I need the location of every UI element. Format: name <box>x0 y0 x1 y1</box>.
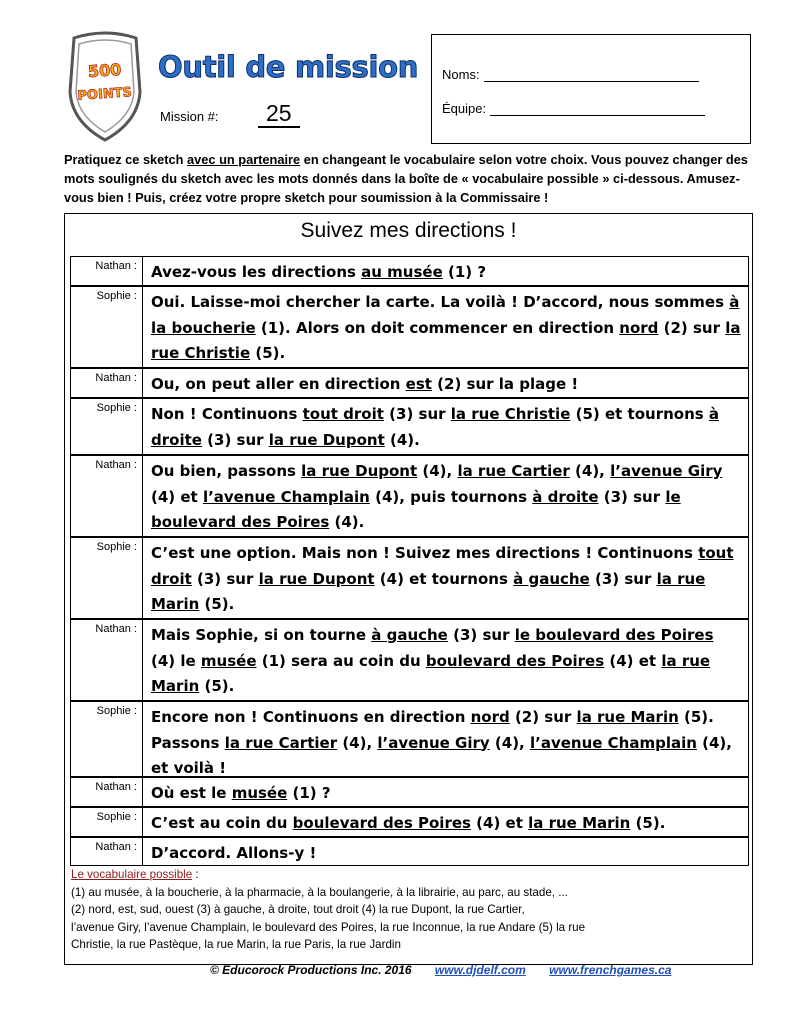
dialogue-line <box>143 807 749 837</box>
dialogue-row <box>70 398 749 455</box>
dialogue-text: (2) sur <box>509 708 577 726</box>
mission-number <box>258 100 300 127</box>
dialogue-text: Où est le <box>151 784 232 802</box>
dialogue-text: (3) sur <box>598 487 666 506</box>
dialogue-line <box>143 701 749 777</box>
dialogue-text: (3) sur <box>191 569 259 588</box>
dialogue-line <box>143 286 749 368</box>
dialogue-text: (5). <box>630 814 666 832</box>
dialogue-line <box>143 398 749 455</box>
dialogue-row <box>70 701 749 777</box>
dialogue-text: Non ! Continuons <box>151 405 303 423</box>
dialogue-text: (1) sera au coin du <box>256 651 426 670</box>
replaceable-word: à droite <box>151 405 720 449</box>
dialogue-text: (3) sur <box>447 626 515 644</box>
dialogue-text: (1). Alors on doit commencer en direction <box>255 318 620 337</box>
dialogue-text: (5) et tournons <box>570 405 709 423</box>
dialogue-text: (3) sur <box>383 405 451 423</box>
replaceable-word: le boulevard des Poires <box>151 487 681 531</box>
replaceable-word: à la boucherie <box>151 293 740 337</box>
replaceable-word: l’avenue Giry <box>610 462 723 480</box>
dialogue-text: C’est une option. Mais non ! Suivez mes directions ! Continuons <box>151 544 699 562</box>
dialogue-text: (4) et tournons <box>374 569 514 588</box>
sketch-title: Suivez mes directions ! <box>300 219 517 242</box>
replaceable-word: boulevard des Poires <box>292 814 471 832</box>
dialogue-text: Avez-vous les directions <box>151 263 362 281</box>
dialogue-line <box>143 256 749 286</box>
dialogue-text: Encore non ! Continuons en direction <box>151 708 471 726</box>
speaker-name: Sophie : <box>70 807 143 837</box>
replaceable-word: le boulevard des Poires <box>514 626 714 644</box>
replaceable-word: la rue Christie <box>450 405 571 423</box>
vocabulary-box <box>65 866 752 954</box>
dialogue-row <box>70 837 749 866</box>
dialogue-text: Oui. Laisse-moi chercher la carte. La voilà ! D’accord, nous sommes <box>151 293 730 311</box>
dialogue-line <box>143 455 749 537</box>
dialogue-text: (4) et <box>604 651 662 670</box>
dialogue-line <box>143 537 749 619</box>
sketch-box <box>64 213 753 965</box>
dialogue-text: (4), et voilà ! <box>151 733 732 777</box>
dialogue-text: (5). <box>199 677 235 695</box>
dialogue-line <box>143 619 749 701</box>
speaker-name: Sophie : <box>70 537 143 619</box>
replaceable-word: à gauche <box>371 626 448 644</box>
instructions-text-1: Pratiquez ce sketch <box>64 152 188 167</box>
speaker-name: Sophie : <box>70 398 143 455</box>
speaker-name: Nathan : <box>70 777 143 807</box>
dialogue-row <box>70 777 749 807</box>
replaceable-word: la rue Christie <box>151 318 741 362</box>
speaker-name: Nathan : <box>70 256 143 286</box>
vocabulary-line: l’avenue Giry, l’avenue Champlain, le boulevard des Poires, la rue Inconnue, la rue Andare (5) la rue <box>71 920 586 934</box>
dialogue-text: (5). <box>199 595 235 613</box>
vocabulary-heading: Le vocabulaire possible <box>71 868 193 881</box>
replaceable-word: musée <box>231 784 288 802</box>
replaceable-word: la rue Dupont <box>258 569 375 588</box>
noms-input-line[interactable] <box>484 67 699 82</box>
noms-field[interactable] <box>442 67 699 82</box>
dialogue-text: Ou bien, passons <box>151 462 302 480</box>
dialogue-text: (4) le <box>151 651 201 670</box>
equipe-field[interactable] <box>442 101 705 116</box>
equipe-label: Équipe: <box>442 101 487 116</box>
replaceable-word: au musée <box>361 263 443 281</box>
replaceable-word: nord <box>470 708 510 726</box>
dialogue-line <box>143 837 749 866</box>
replaceable-word: la rue Marin <box>528 814 631 832</box>
dialogue-text: (4), <box>417 462 458 480</box>
replaceable-word: la rue Marin <box>151 569 706 613</box>
dialogue-text: (5). <box>250 344 286 362</box>
dialogue-row <box>70 619 749 701</box>
badge-top-text: 500 <box>87 59 122 82</box>
dialogue-row <box>70 807 749 837</box>
instructions <box>64 150 764 207</box>
replaceable-word: tout droit <box>151 544 734 588</box>
dialogue-line <box>143 368 749 398</box>
speaker-name: Nathan : <box>70 619 143 701</box>
instructions-text-2: en changeant le vocabulaire selon votre choix. Vous pouvez changer des mots soulignés du sketch avec les mots donnés dans la boîte de « vocabulaire possible » ci-dessous. Amusez-vous bien ! Puis, créez votre propre sketch pour soumission à la Commissaire ! <box>64 152 748 205</box>
dialogue-row <box>70 286 749 368</box>
page-title: Outil de mission <box>158 50 419 84</box>
replaceable-word: musée <box>200 651 257 670</box>
instructions-underlined: avec un partenaire <box>187 152 301 167</box>
dialogue-text: (2) sur <box>658 318 726 337</box>
vocabulary-line: Christie, la rue Pastèque, la rue Marin, la rue Paris, la rue Jardin <box>71 938 401 952</box>
replaceable-word: la rue Dupont <box>301 462 418 480</box>
replaceable-word: nord <box>619 318 659 337</box>
dialogue-row <box>70 256 749 286</box>
replaceable-word: la rue Cartier <box>224 733 338 752</box>
dialogue-text: D’accord. Allons-y ! <box>151 844 317 862</box>
dialogue-text: (3) sur <box>589 569 657 588</box>
speaker-name: Sophie : <box>70 286 143 368</box>
points-badge-icon <box>66 30 144 144</box>
names-box <box>431 34 751 144</box>
dialogue-text: C’est au coin du <box>151 814 293 832</box>
dialogue-text: (4) et <box>470 814 529 832</box>
vocabulary-line: (1) au musée, à la boucherie, à la pharmacie, à la boulangerie, à la librairie, au parc, au stade, ... <box>71 885 568 899</box>
vocabulary-colon: : <box>192 868 199 881</box>
mission-number-value: 25 <box>258 100 300 128</box>
dialogue-text: (1) ? <box>287 784 331 802</box>
replaceable-word: la rue Cartier <box>457 462 570 480</box>
dialogue-line <box>143 777 749 807</box>
dialogue-text: (4), <box>337 733 378 752</box>
speaker-name: Sophie : <box>70 701 143 777</box>
speaker-name: Nathan : <box>70 368 143 398</box>
dialogue-text: Mais Sophie, si on tourne <box>151 626 372 644</box>
dialogue-row <box>70 368 749 398</box>
dialogue-text: (4). <box>329 513 365 531</box>
footer <box>210 963 671 977</box>
copyright-text: © Educorock Productions Inc. 2016 <box>210 963 412 977</box>
replaceable-word: tout droit <box>302 405 384 423</box>
dialogue-row <box>70 455 749 537</box>
dialogue-text: Ou, on peut aller en direction <box>151 375 406 393</box>
replaceable-word: l’avenue Champlain <box>202 487 370 506</box>
dialogue-text: (4). <box>384 430 420 449</box>
equipe-input-line[interactable] <box>490 101 705 116</box>
frenchgames-link[interactable]: www.frenchgames.ca <box>549 963 672 977</box>
speaker-name: Nathan : <box>70 837 143 866</box>
replaceable-word: est <box>405 375 432 393</box>
vocabulary-line: (2) nord, est, sud, ouest (3) à gauche, à droite, tout droit (4) la rue Dupont, la rue Cartier, <box>71 903 525 917</box>
djdelf-link[interactable]: www.djdelf.com <box>434 963 526 977</box>
dialogue-text: (4) et <box>151 487 203 506</box>
speaker-name: Nathan : <box>70 455 143 537</box>
replaceable-word: la rue Marin <box>576 708 679 726</box>
replaceable-word: la rue Marin <box>151 651 711 695</box>
dialogue-text: (4), puis tournons <box>369 487 533 506</box>
dialogue-text: (3) sur <box>201 430 269 449</box>
badge-bottom-text: POINTS <box>77 85 133 104</box>
replaceable-word: l’avenue Champlain <box>529 733 697 752</box>
dialogue-text: (1) ? <box>442 263 487 281</box>
dialogue-text: (5). Passons <box>151 708 714 752</box>
noms-label: Noms: <box>442 67 480 82</box>
replaceable-word: la rue Dupont <box>268 430 385 449</box>
dialogue-text: (4), <box>569 462 611 480</box>
dialogue-text: (2) sur la plage ! <box>431 375 579 393</box>
mission-label: Mission #: <box>160 109 219 124</box>
replaceable-word: l’avenue Giry <box>377 733 490 752</box>
replaceable-word: à gauche <box>513 569 590 588</box>
dialogue-row <box>70 537 749 619</box>
replaceable-word: à droite <box>532 487 599 506</box>
replaceable-word: boulevard des Poires <box>425 651 605 670</box>
dialogue-text: (4), <box>489 733 530 752</box>
